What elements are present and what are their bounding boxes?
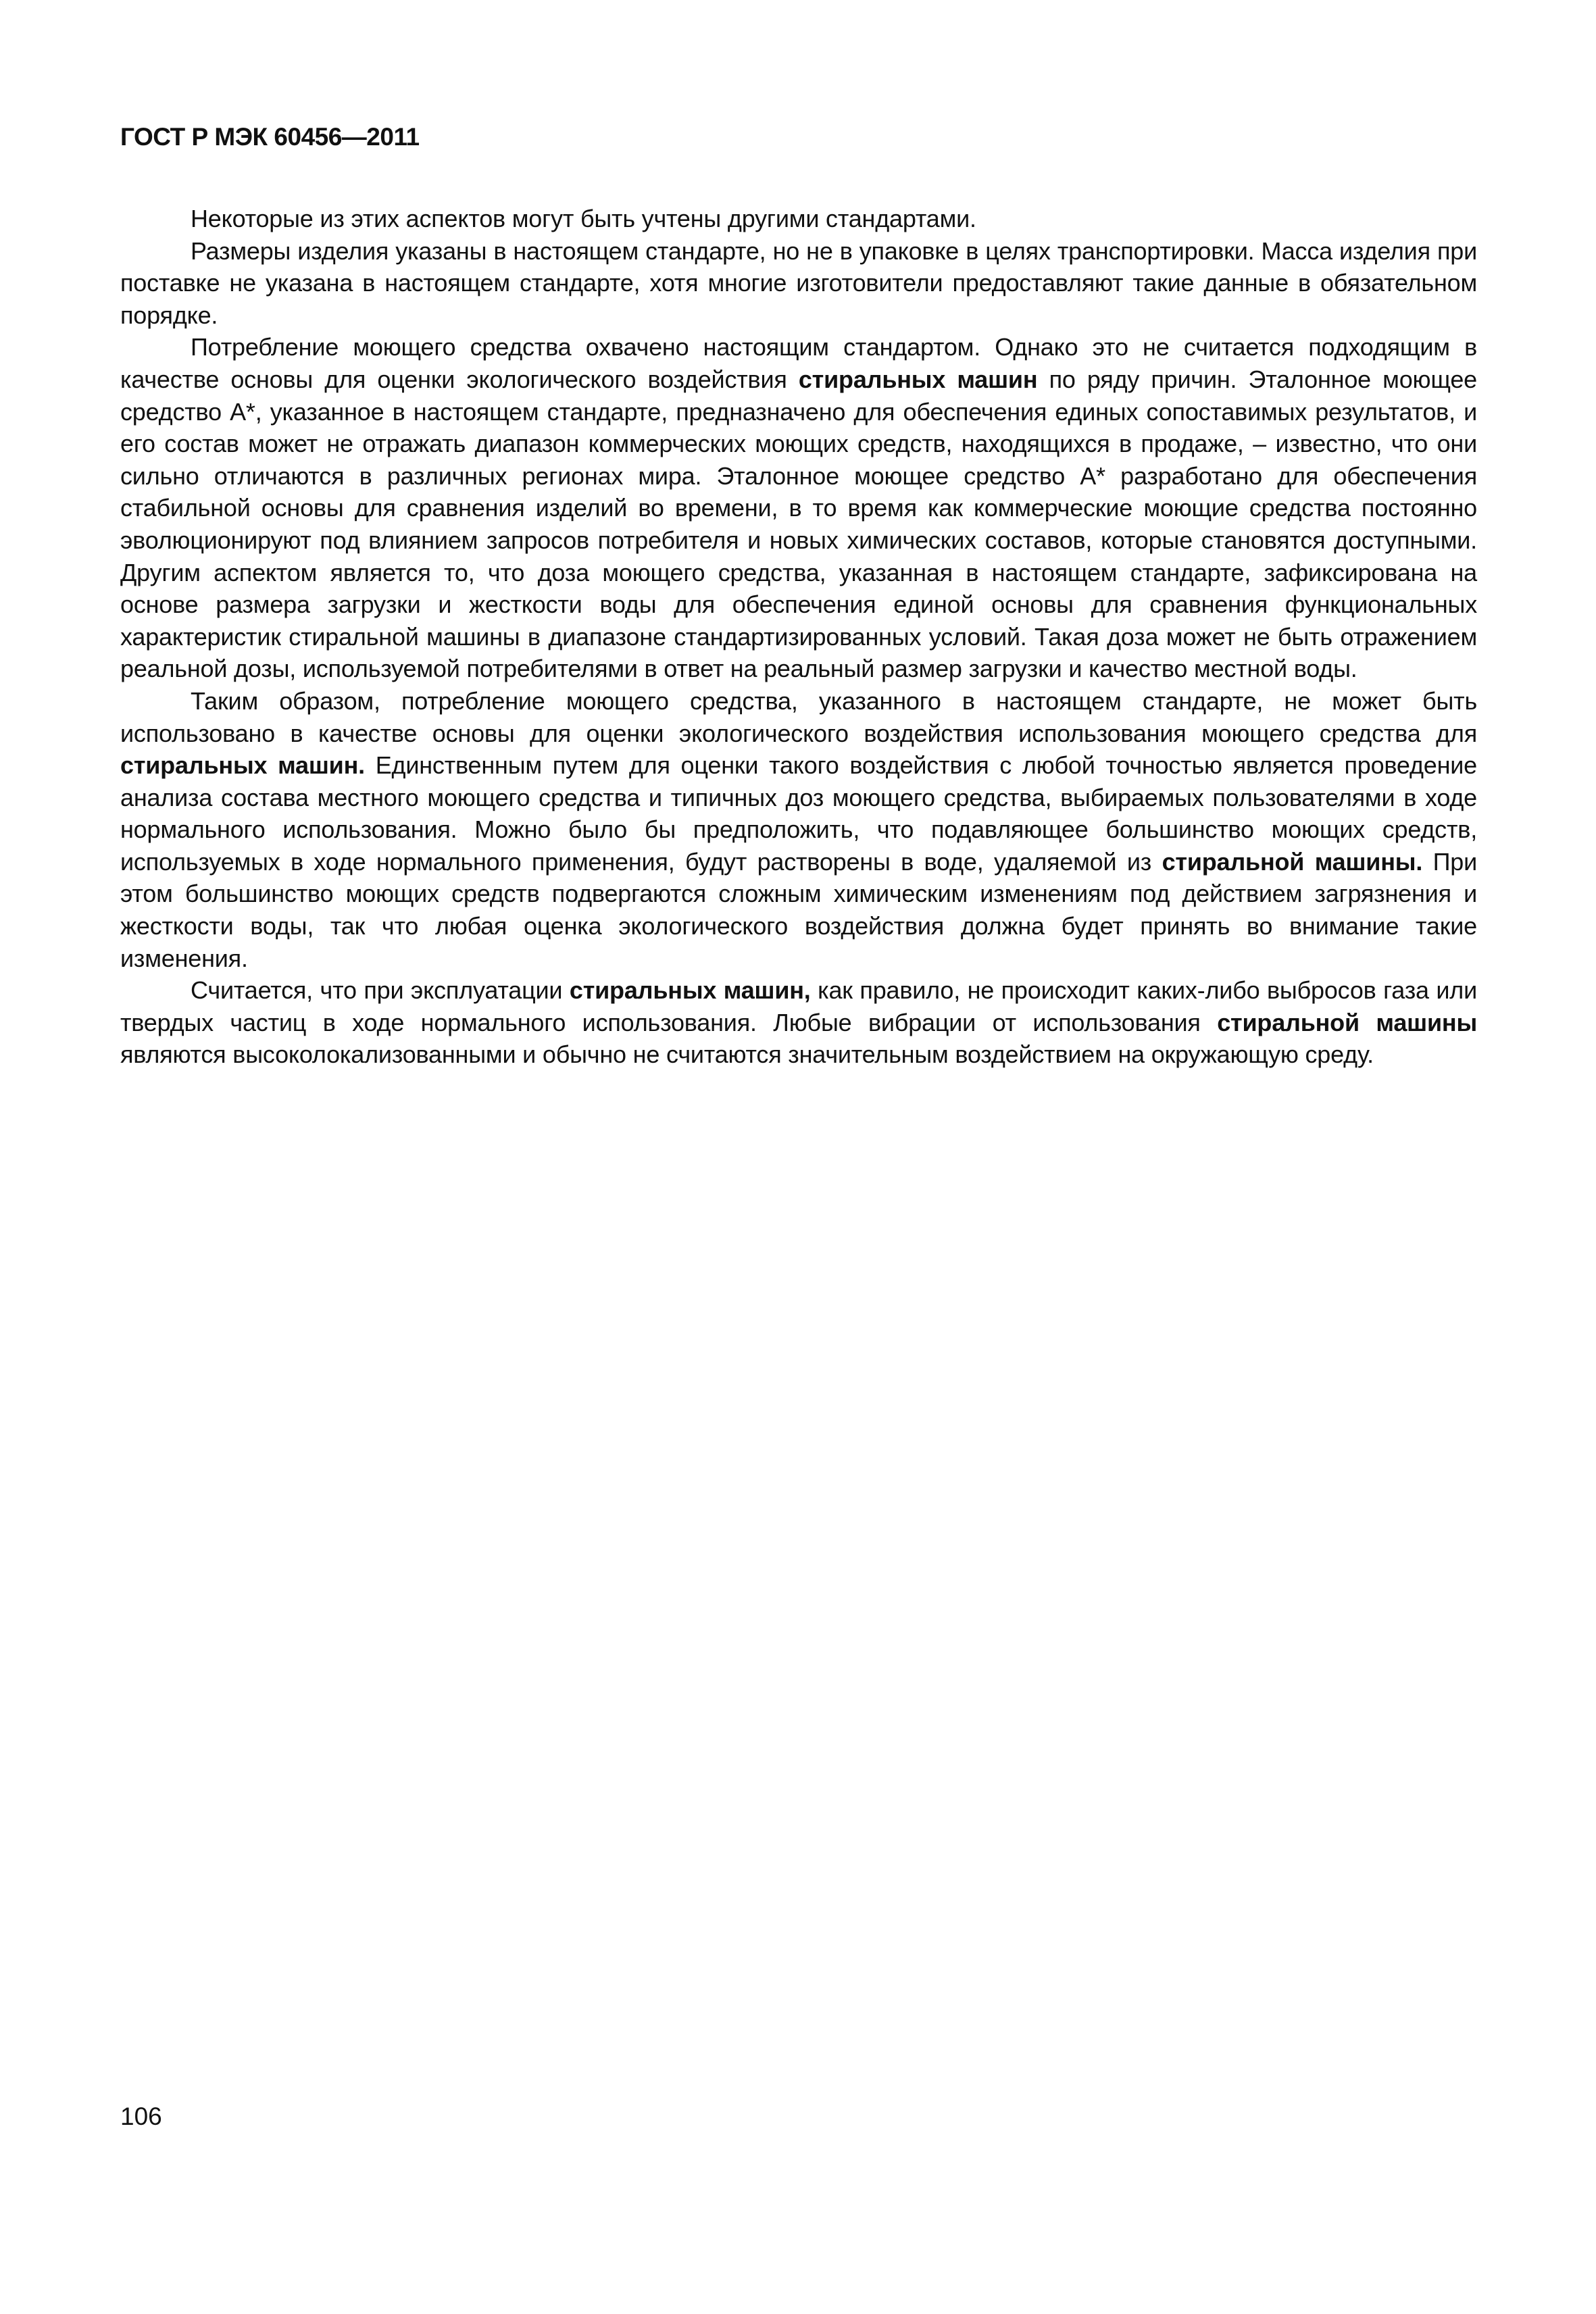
paragraph	[120, 974, 1477, 1071]
document-body	[120, 203, 1477, 1071]
bold-term: стиральных машин,	[569, 976, 811, 1005]
paragraph	[120, 685, 1477, 974]
text-run: являются высоколокализованными и обычно не считаются значительным воздействием на окружающую среду.	[120, 1040, 1374, 1069]
text-run: по ряду причин. Эталонное моющее средство А*, указанное в настоящем стандарте, предназначено для обеспечения единых сопоставимых результатов, и его состав может не отражать диапазон коммерческих моющих средств, находящихся в продаже, – известно, что они сильно отличаются в различных регионах мира. Эталонное моющее средство А* разработано для обеспечения стабильной основы для сравнения изделий во времени, в то время как коммерческие моющие средства постоянно эволюционируют под влиянием запросов потребителя и новых химических составов, которые становятся доступными. Другим аспектом является то, что доза моющего средства, указанная в настоящем стандарте, зафиксирована на основе размера загрузки и жесткости воды для обеспечения единой основы для сравнения функциональных характеристик стиральной машины в диапазоне стандартизированных условий. Такая доза может не быть отражением реальной дозы, используемой потребителями в ответ на реальный размер загрузки и качество местной воды.	[120, 365, 1477, 683]
paragraph	[120, 203, 1477, 235]
bold-term: стиральных машин.	[120, 751, 365, 780]
text-run: Размеры изделия указаны в настоящем стандарте, но не в упаковке в целях транспортировки. Масса изделия при поставке не указана в настоящем стандарте, хотя многие изготовители предоставляют такие данные в обязательном порядке.	[120, 236, 1477, 329]
document-header: ГОСТ Р МЭК 60456—2011	[120, 123, 420, 151]
text-run: Потребление моющего средства охвачено настоящим стандартом. Однако это не считается подходящим в качестве основы для оценки экологического воздействия	[120, 333, 1477, 393]
bold-term: стиральных машин	[798, 365, 1038, 393]
paragraph	[120, 331, 1477, 685]
paragraph	[120, 235, 1477, 332]
text-run: Единственным путем для оценки такого воздействия с любой точностью является проведение анализа состава местного моющего средства и типичных доз моющего средства, выбираемых пользователями в ходе нормального использования. Можно было бы предположить, что подавляющее большинство моющих средств, используемых в ходе нормального применения, будут растворены в воде, удаляемой из	[120, 751, 1477, 876]
bold-term: стиральной машины	[1217, 1008, 1477, 1036]
text-run: как правило, не происходит каких-либо выбросов газа или твердых частиц в ходе нормального использования. Любые вибрации от использования	[120, 976, 1478, 1036]
text-run: При этом большинство моющих средств подвергаются сложным химическим изменениям под действием загрязнения и жесткости воды, так что любая оценка экологического воздействия должна будет принять во внимание такие изменения.	[120, 847, 1478, 972]
text-run: Таким образом, потребление моющего средства, указанного в настоящем стандарте, не может быть использовано в качестве основы для оценки экологического воздействия использования моющего средства для	[120, 686, 1477, 747]
page-number: 106	[120, 2103, 162, 2130]
bold-term: стиральной машины.	[1162, 847, 1423, 876]
text-run: Считается, что при эксплуатации	[191, 976, 570, 1005]
text-run: Некоторые из этих аспектов могут быть учтены другими стандартами.	[191, 205, 976, 232]
